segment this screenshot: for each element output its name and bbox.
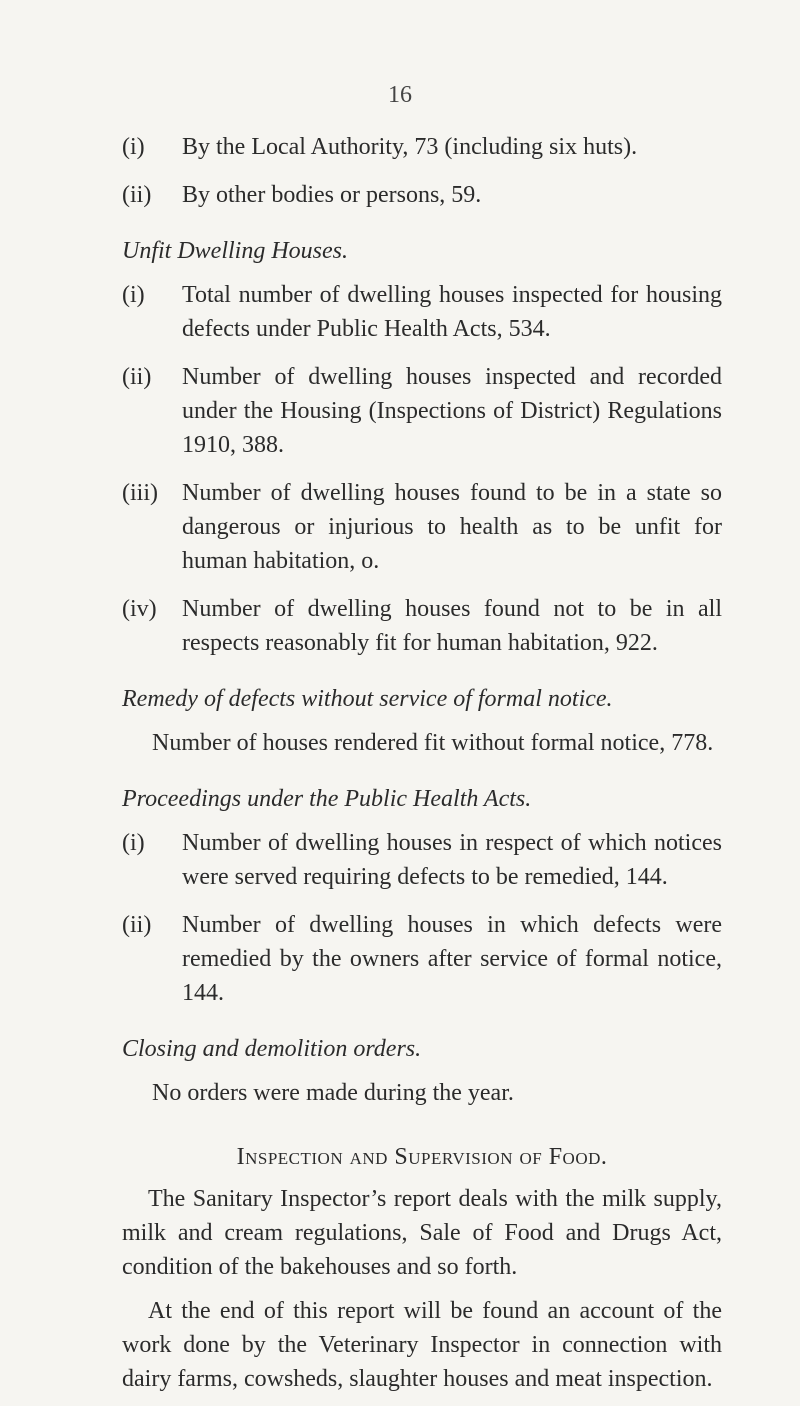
inspection-paragraph: At the end of this report will be found an account of the work done by the Veterinary Inspector in connection with dairy farms, cowsheds, slaughter houses and meat inspection. [122, 1298, 722, 1392]
item-label: (i) [122, 830, 145, 856]
intro-list [122, 130, 722, 212]
page-content [122, 130, 722, 1406]
item-label: (ii) [122, 912, 152, 938]
unfit-heading: Unfit Dwelling Houses. [122, 238, 348, 264]
inspection-title: Inspection and Supervision of Food. [236, 1144, 608, 1170]
closing-heading: Closing and demolition orders. [122, 1036, 422, 1062]
proceedings-heading: Proceedings under the Public Health Acts. [122, 786, 532, 812]
list-item [122, 360, 722, 462]
item-label: (ii) [122, 182, 152, 208]
item-text: Number of dwelling houses in which defects were remedied by the owners after service of formal notice, 144. [182, 912, 722, 1006]
list-item [122, 130, 722, 164]
list-item [122, 592, 722, 660]
inspection-paragraph: The Sanitary Inspector’s report deals with the milk supply, milk and cream regulations, Sale of Food and Drugs Act, condition of the bakehouses and so forth. [122, 1186, 722, 1280]
item-text: Number of dwelling houses inspected and recorded under the Housing (Inspections of District) Regulations 1910, 388. [182, 364, 722, 458]
list-item [122, 908, 722, 1010]
list-item [122, 826, 722, 894]
remedy-heading: Remedy of defects without service of formal notice. [122, 686, 613, 712]
list-item [122, 476, 722, 578]
item-text: Total number of dwelling houses inspected for housing defects under Public Health Acts, 534. [182, 282, 722, 342]
item-label: (i) [122, 134, 145, 160]
item-text: Number of dwelling houses found not to be in all respects reasonably fit for human habitation, 922. [182, 596, 722, 656]
item-label: (ii) [122, 364, 152, 390]
item-text: By other bodies or persons, 59. [182, 182, 482, 208]
proceedings-list [122, 826, 722, 1010]
page-number: 16 [388, 82, 412, 108]
item-text: By the Local Authority, 73 (including six huts). [182, 134, 638, 160]
item-label: (i) [122, 282, 145, 308]
item-text: Number of dwelling houses in respect of which notices were served requiring defects to be remedied, 144. [182, 830, 722, 890]
list-item [122, 278, 722, 346]
unfit-list [122, 278, 722, 660]
remedy-text: Number of houses rendered fit without formal notice, 778. [152, 730, 714, 756]
item-label: (iv) [122, 596, 157, 622]
item-text: Number of dwelling houses found to be in a state so dangerous or injurious to health as to be unfit for human habitation, o. [182, 480, 722, 574]
item-label: (iii) [122, 480, 158, 506]
closing-text: No orders were made during the year. [152, 1080, 514, 1106]
list-item [122, 178, 722, 212]
